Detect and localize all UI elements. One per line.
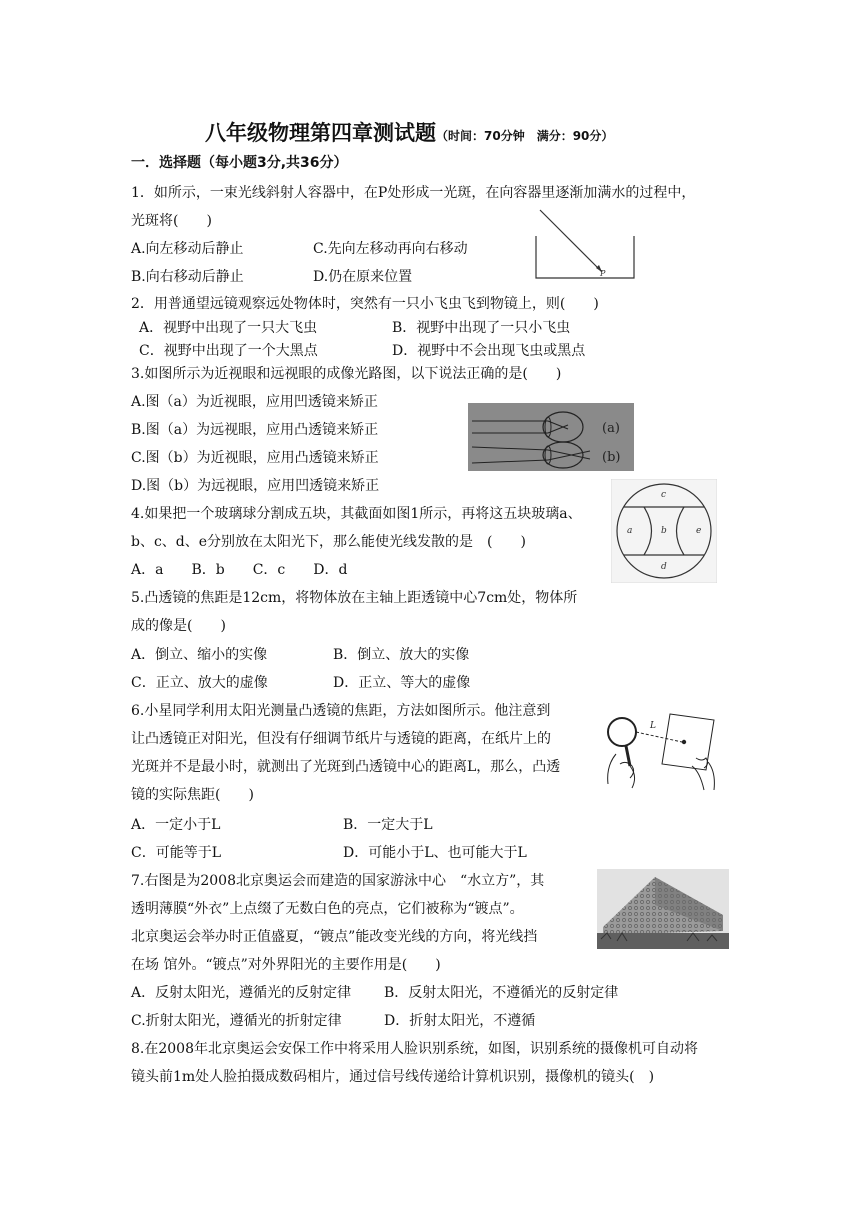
q4-label-b: b <box>661 526 667 536</box>
q4-stem-line2: b、c、d、e分别放在太阳光下，那么能使光线发散的是 ( ) <box>131 534 526 550</box>
q1-option-b: B.向右移动后静止 <box>131 269 244 285</box>
q2-option-d: D．视野中不会出现飞虫或黑点 <box>392 343 586 359</box>
page-title <box>205 117 613 147</box>
q4-label-d: d <box>661 562 667 572</box>
q3-option-b: B.图（a）为远视眼，应用凸透镜来矫正 <box>131 422 379 438</box>
q1-figure-label-p: P <box>600 269 606 278</box>
q7-option-b: B．反射太阳光，不遵循光的反射定律 <box>384 985 619 1001</box>
q7-stem-line2: 透明薄膜“外衣”上点缀了无数白色的亮点，它们被称为“镀点”。 <box>131 901 524 917</box>
q3-option-a: A.图（a）为近视眼，应用凹透镜来矫正 <box>131 394 378 410</box>
q4-label-c: c <box>661 490 667 500</box>
q2-stem: 2．用普通望远镜观察远处物体时，突然有一只小飞虫飞到物镜上，则( ) <box>131 296 599 312</box>
q7-stem-line1: 7.右图是为2008北京奥运会而建造的国家游泳中心 “水立方”，其 <box>131 873 545 889</box>
q6-option-a: A．一定小于L <box>131 817 221 833</box>
q1-stem-line2: 光斑将( ) <box>131 213 212 229</box>
q1-option-a: A.向左移动后静止 <box>131 241 244 257</box>
q3-figure-label-a: (a) <box>602 421 620 436</box>
q5-option-d: D．正立、等大的虚像 <box>333 675 471 691</box>
q7-stem-line3: 北京奥运会举办时正值盛夏，“镀点”能改变光线的方向，将光线挡 <box>131 929 538 945</box>
q3-option-c: C.图（b）为近视眼，应用凸透镜来矫正 <box>131 450 379 466</box>
q5-option-b: B．倒立、放大的实像 <box>333 647 470 663</box>
q5-stem-line1: 5.凸透镜的焦距是12cm，将物体放在主轴上距透镜中心7cm处，物体所 <box>131 590 578 606</box>
section-heading: 一．选择题（每小题3分,共36分） <box>131 155 348 171</box>
q6-option-b: B．一定大于L <box>343 817 433 833</box>
q5-option-c: C．正立、放大的虚像 <box>131 675 268 691</box>
q6-stem-line1: 6.小星同学利用太阳光测量凸透镜的焦距，方法如图所示。他注意到 <box>131 703 551 719</box>
q4-label-a: a <box>627 526 633 536</box>
q1-option-c: C.先向左移动再向右移动 <box>313 241 468 257</box>
q2-option-a: A．视野中出现了一只大飞虫 <box>139 320 318 336</box>
q6-figure-label-l: L <box>650 721 656 731</box>
q8-stem-line2: 镜头前1m处人脸拍摄成数码相片，通过信号线传递给计算机识别，摄像机的镜头( ) <box>131 1069 655 1085</box>
q3-figure-label-b: (b) <box>602 450 621 465</box>
q6-magnifier-figure <box>596 708 728 796</box>
q5-option-a: A．倒立、缩小的实像 <box>131 647 268 663</box>
q4-label-e: e <box>696 526 702 536</box>
q2-option-b: B．视野中出现了一只小飞虫 <box>392 320 571 336</box>
q5-stem-line2: 成的像是( ) <box>131 618 226 634</box>
q6-stem-line2: 让凸透镜正对阳光，但没有仔细调节纸片与透镜的距离，在纸片上的 <box>131 731 551 747</box>
q1-option-d: D.仍在原来位置 <box>313 269 413 285</box>
q4-glass-ball-figure <box>611 479 717 583</box>
q7-option-c: C.折射太阳光，遵循光的折射定律 <box>131 1013 342 1029</box>
q6-stem-line3: 光斑并不是最小时，就测出了光斑到凸透镜中心的距离L，那么，凸透 <box>131 759 561 775</box>
q8-stem-line1: 8.在2008年北京奥运会安保工作中将采用人脸识别系统，如图，识别系统的摄像机可自动将 <box>131 1041 698 1057</box>
q7-water-cube-photo <box>597 869 729 949</box>
q6-option-c: C．可能等于L <box>131 845 222 861</box>
q6-stem-line4: 镜的实际焦距( ) <box>131 787 254 803</box>
q3-eye-diagram <box>468 403 634 471</box>
q6-option-d: D．可能小于L、也可能大于L <box>343 845 527 861</box>
q4-options: A．a B．b C．c D．d <box>131 562 348 578</box>
q3-option-d: D.图（b）为远视眼，应用凹透镜来矫正 <box>131 478 380 494</box>
q1-container-figure <box>530 206 640 282</box>
title-subtitle: （时间：70分钟 满分：90分） <box>436 129 614 143</box>
q7-option-a: A．反射太阳光，遵循光的反射定律 <box>131 985 352 1001</box>
q1-stem-line1: 1．如所示，一束光线斜射人容器中，在P处形成一光斑，在向容器里逐渐加满水的过程中， <box>131 185 696 201</box>
q7-option-d: D．折射太阳光，不遵循 <box>384 1013 536 1029</box>
q3-stem: 3.如图所示为近视眼和远视眼的成像光路图，以下说法正确的是( ) <box>131 366 562 382</box>
q2-option-c: C．视野中出现了一个大黑点 <box>139 343 318 359</box>
q4-stem-line1: 4.如果把一个玻璃球分割成五块，其截面如图1所示，再将这五块玻璃a、 <box>131 506 582 522</box>
q7-stem-line4: 在场 馆外。“镀点”对外界阳光的主要作用是( ) <box>131 957 441 973</box>
title-text: 八年级物理第四章测试题 <box>205 121 436 145</box>
